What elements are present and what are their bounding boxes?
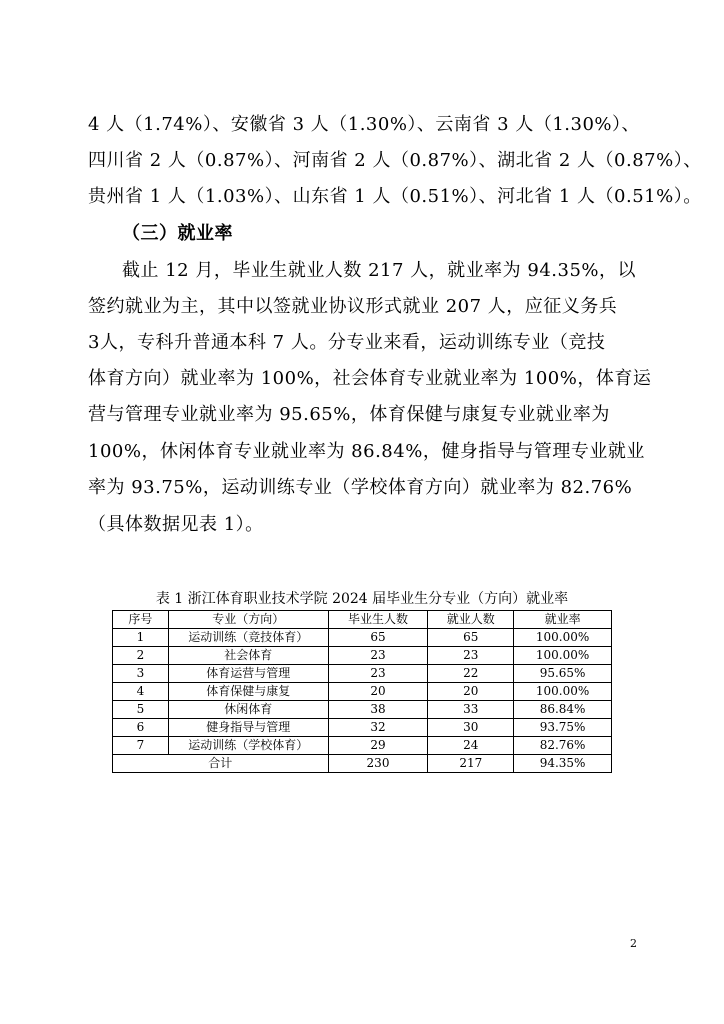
- cell-rate: 100.00%: [514, 683, 612, 701]
- cell-rate: 82.76%: [514, 737, 612, 755]
- header-major: 专业（方向）: [168, 611, 328, 629]
- cell-rate: 95.65%: [514, 665, 612, 683]
- cell-employed: 20: [428, 683, 514, 701]
- cell-employed: 30: [428, 719, 514, 737]
- cell-index: 6: [113, 719, 169, 737]
- header-rate: 就业率: [514, 611, 612, 629]
- section-heading: （三）就业率: [122, 223, 233, 244]
- header-employed: 就业人数: [428, 611, 514, 629]
- cell-index: 1: [113, 629, 169, 647]
- body-line-2: 签约就业为主，其中以签就业协议形式就业 207 人，应征义务兵: [88, 296, 618, 317]
- cell-employed: 23: [428, 647, 514, 665]
- cell-graduates: 38: [328, 701, 428, 719]
- body-line-7: 率为 93.75%，运动训练专业（学校体育方向）就业率为 82.76%: [88, 477, 633, 498]
- table-row: [113, 629, 612, 647]
- cell-major: 健身指导与管理: [168, 719, 328, 737]
- cell-index: 4: [113, 683, 169, 701]
- cell-major: 体育运营与管理: [168, 665, 328, 683]
- cell-index: 5: [113, 701, 169, 719]
- cell-employed: 65: [428, 629, 514, 647]
- total-label: 合计: [113, 755, 329, 773]
- table-row: [113, 665, 612, 683]
- body-line-3: 3人，专科升普通本科 7 人。分专业来看，运动训练专业（竞技: [88, 332, 606, 353]
- body-line-4: 体育方向）就业率为 100%，社会体育专业就业率为 100%，体育运: [88, 368, 652, 389]
- cell-rate: 100.00%: [514, 629, 612, 647]
- body-line-1: 截止 12 月，毕业生就业人数 217 人，就业率为 94.35%，以: [122, 260, 637, 281]
- page-number: 2: [630, 937, 637, 950]
- cell-major: 社会体育: [168, 647, 328, 665]
- total-graduates: 230: [328, 755, 428, 773]
- total-rate: 94.35%: [514, 755, 612, 773]
- table-row: [113, 737, 612, 755]
- cell-employed: 24: [428, 737, 514, 755]
- body-line-6: 100%，休闲体育专业就业率为 86.84%，健身指导与管理专业就业: [88, 441, 645, 462]
- employment-rate-table: [112, 610, 612, 773]
- cell-rate: 93.75%: [514, 719, 612, 737]
- body-line-8: （具体数据见表 1）。: [88, 514, 264, 535]
- table-caption: 表 1 浙江体育职业技术学院 2024 届毕业生分专业（方向）就业率: [155, 591, 569, 607]
- cell-graduates: 23: [328, 665, 428, 683]
- cell-graduates: 23: [328, 647, 428, 665]
- paragraph-line-2: 四川省 2 人（0.87%）、河南省 2 人（0.87%）、湖北省 2 人（0.87%）、: [88, 150, 702, 171]
- table-row: [113, 647, 612, 665]
- cell-employed: 33: [428, 701, 514, 719]
- cell-major: 休闲体育: [168, 701, 328, 719]
- cell-employed: 22: [428, 665, 514, 683]
- cell-index: 7: [113, 737, 169, 755]
- cell-index: 3: [113, 665, 169, 683]
- cell-graduates: 32: [328, 719, 428, 737]
- table-row: [113, 683, 612, 701]
- cell-graduates: 65: [328, 629, 428, 647]
- header-index: 序号: [113, 611, 169, 629]
- cell-major: 运动训练（竞技体育）: [168, 629, 328, 647]
- cell-major: 体育保健与康复: [168, 683, 328, 701]
- header-graduates: 毕业生人数: [328, 611, 428, 629]
- table-row: [113, 701, 612, 719]
- table-header-row: [113, 611, 612, 629]
- table-row: [113, 719, 612, 737]
- cell-major: 运动训练（学校体育）: [168, 737, 328, 755]
- paragraph-line-3: 贵州省 1 人（1.03%）、山东省 1 人（0.51%）、河北省 1 人（0.51%）。: [88, 186, 702, 207]
- cell-graduates: 29: [328, 737, 428, 755]
- total-employed: 217: [428, 755, 514, 773]
- paragraph-line-1: 4 人（1.74%）、安徽省 3 人（1.30%）、云南省 3 人（1.30%）、: [88, 114, 641, 135]
- cell-rate: 86.84%: [514, 701, 612, 719]
- cell-graduates: 20: [328, 683, 428, 701]
- body-line-5: 营与管理专业就业率为 95.65%，体育保健与康复专业就业率为: [88, 404, 610, 425]
- table-total-row: [113, 755, 612, 773]
- cell-index: 2: [113, 647, 169, 665]
- cell-rate: 100.00%: [514, 647, 612, 665]
